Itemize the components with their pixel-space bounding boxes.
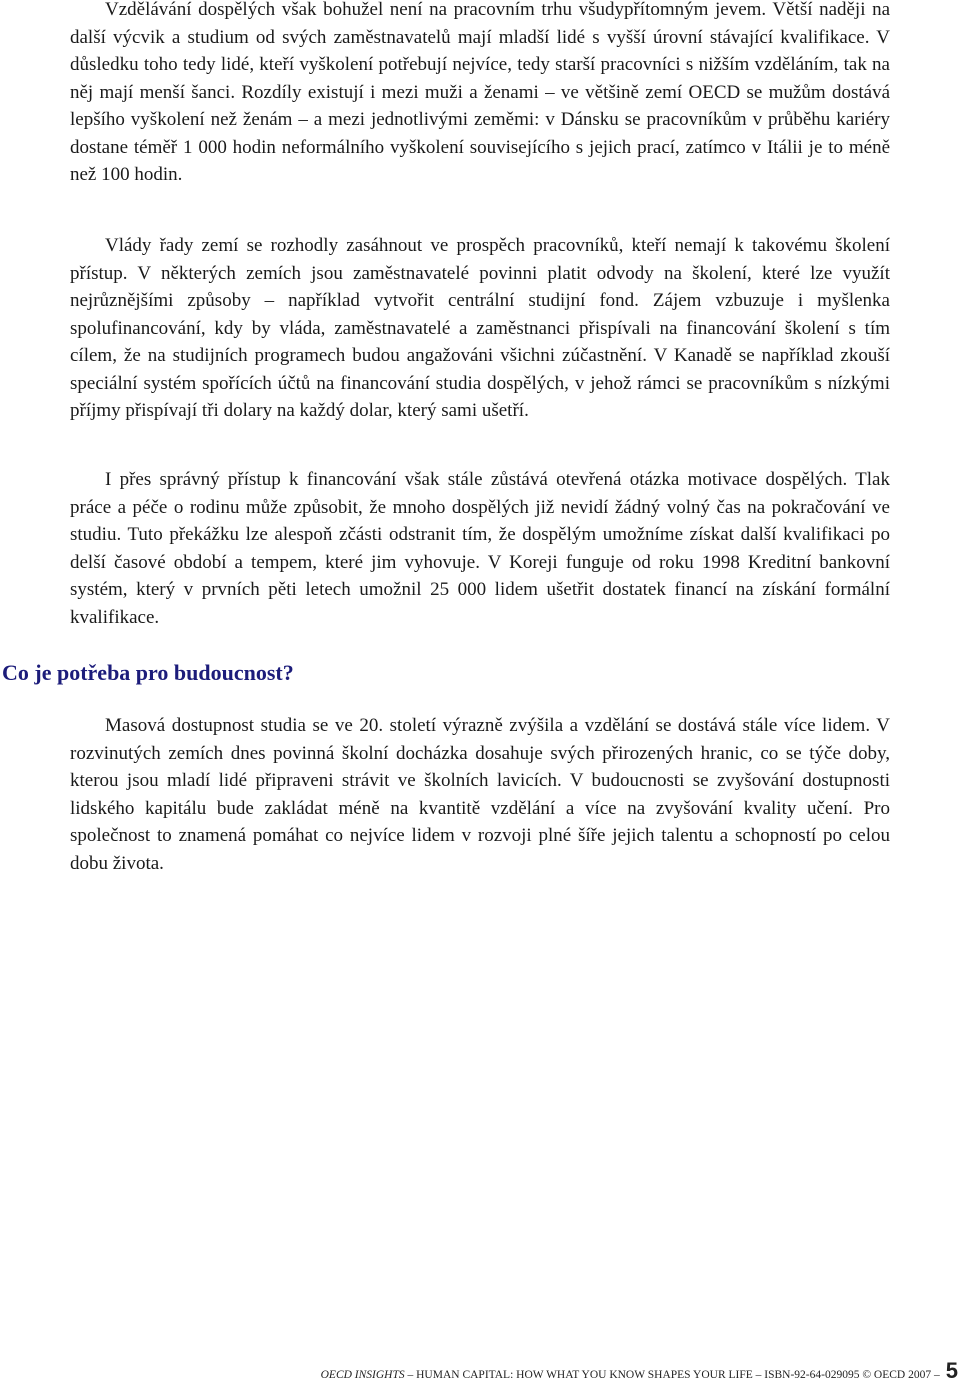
body-paragraph-2: Vlády řady zemí se rozhodly zasáhnout ve prospěch pracovníků, kteří nemají k takovému školení přístup. V některých zemích jsou zaměstnavatelé povinni platit odvody na školení, které lze využít nejrůznějšími způsoby – například vytvořit centrální studijní fond. Zájem vzbuzuje i myšlenka spolufinancování, kdy by vláda, zaměstnavatelé a zaměstnanci přispívali na financování školení s tím cílem, že na studijních programech budou angažováni všichni zúčastnění. V Kanadě se například zkouší speciální systém spořících účtů na financování studia dospělých, v jehož rámci se pracovníkům s nízkými příjmy přispívají tři dolary na každý dolar, který sami ušetří. [70,235,890,421]
footer-publication-info: – HUMAN CAPITAL: HOW WHAT YOU KNOW SHAPES YOUR LIFE – ISBN-92-64-029095 © OECD 2007 – [404,1369,940,1381]
body-paragraph-3: I přes správný přístup k financování však stále zůstává otevřená otázka motivace dospělých. Tlak práce a péče o rodinu může způsobit, že mnoho dospělých již nevidí žádný volný čas na pokračování ve studiu. Tuto překážku lze alespoň zčásti odstranit tím, že dospělým umožníme získat další kvalifikaci po delší časové období a tempem, které jim vyhovuje. V Koreji funguje od roku 1998 Kreditní bankovní systém, který v prvních pěti letech umožnil 25 000 lidem ušetřit dostatek financí na získání formální kvalifikace. [70,469,890,628]
page-number: 5 [945,1358,958,1383]
body-paragraph-4: Masová dostupnost studia se ve 20. století výrazně zvýšila a vzdělání se dostává stále více lidem. V rozvinutých zemích dnes povinná školní docházka dosahuje svých přirozených hranic, co se týče doby, kterou jsou mladí lidé připraveni strávit ve školních lavicích. V budoucnosti se zvyšování dostupnosti lidského kapitálu bude zakládat méně na kvantitě vzdělání a více na zvyšování kvality učení. Pro společnost to znamená pomáhat co nejvíce lidem v rozvoji plné šíře jejich talentu a schopností po celou dobu života. [70,715,890,874]
section-heading: Co je potřeba pro budoucnost? [2,660,294,685]
page-footer [270,1358,958,1383]
footer-series-title: OECD INSIGHTS [320,1369,405,1381]
body-paragraph-1: Vzdělávání dospělých však bohužel není na pracovním trhu všudypřítomným jevem. Větší naději na další výcvik a studium od svých zaměstnavatelů mají mladší lidé s vyšší úrovní stávající kvalifikace. V důsledku toho tedy lidé, kteří vyškolení potřebují nejvíce, tedy starší pracovníci s nižším vzděláním, tak na něj mají menší šanci. Rozdíly existují i mezi muži a ženami – ve většině zemí OECD se mužům dostává lepšího vyškolení než ženám – a mezi jednotlivými zeměmi: v Dánsku se pracovníkům v průběhu kariéry dostane téměř 1 000 hodin neformálního vyškolení souvisejícího s jejich prací, zatímco v Itálii je to méně než 100 hodin. [70,0,890,185]
